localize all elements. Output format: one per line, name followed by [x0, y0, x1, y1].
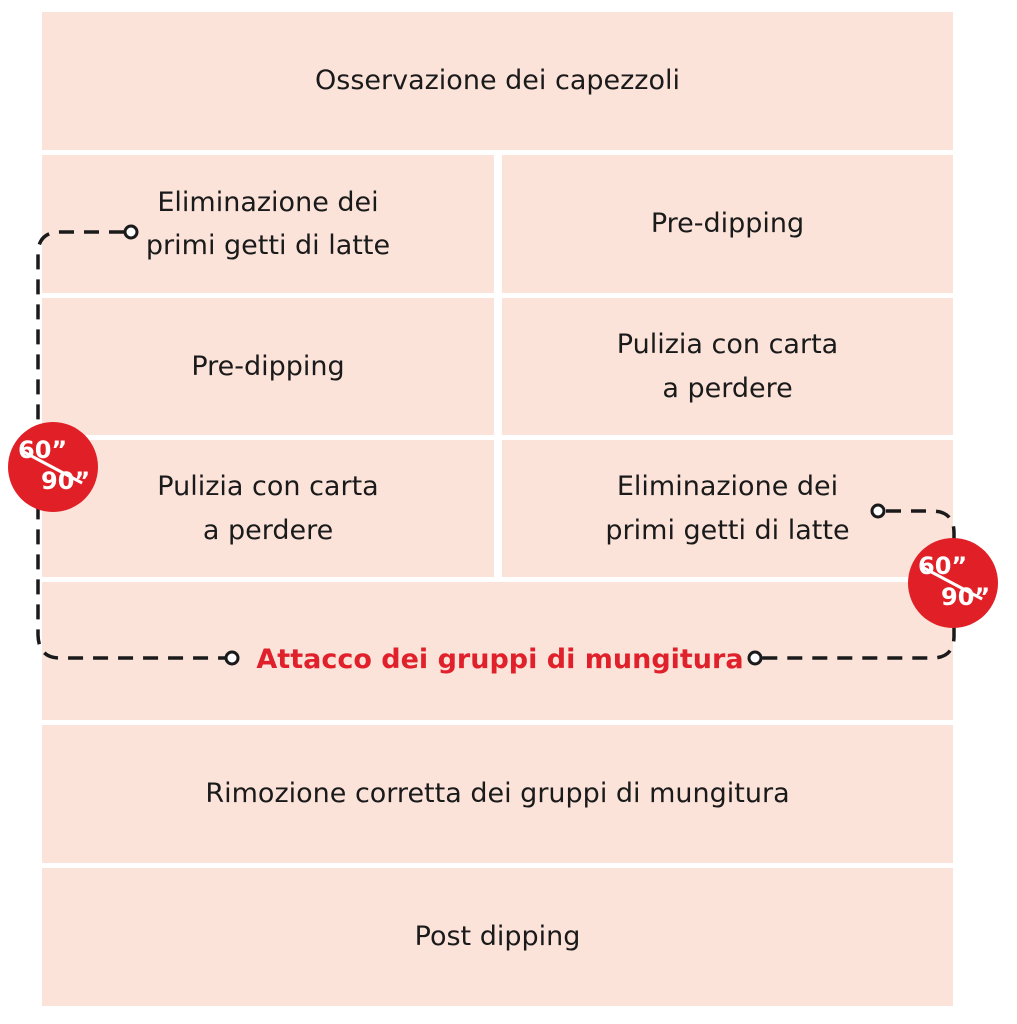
- step-right-row3-line2: primi getti di latte: [605, 514, 850, 546]
- step-left-row3-line2: a perdere: [202, 514, 334, 546]
- step-left-row1-line1: Eliminazione dei: [157, 186, 379, 218]
- step-left-row3-line1: Pulizia con carta: [157, 471, 379, 503]
- timer-left-top: 60”: [18, 436, 68, 464]
- step-right-row1-line1: Pre-dipping: [650, 208, 805, 240]
- timer-left-bottom: 90”: [41, 467, 91, 495]
- step-right-row3-line1: Eliminazione dei: [616, 471, 839, 503]
- step-left-row1-line2: primi getti di latte: [145, 230, 391, 261]
- timer-badge-left: [8, 422, 98, 512]
- timer-badge-right: [908, 538, 998, 628]
- right-connector-start-dot: [872, 505, 884, 517]
- right-connector-end-dot: [749, 652, 761, 664]
- left-connector-end-dot: [226, 652, 238, 664]
- step-left-row2-line1: Pre-dipping: [191, 350, 345, 382]
- timer-right-bottom: 90”: [941, 583, 991, 611]
- step-right-row2-line2: a perdere: [662, 372, 793, 404]
- step-attach-label: Attacco dei gruppi di mungitura: [256, 643, 744, 675]
- timer-right-top: 60”: [918, 552, 968, 580]
- left-connector-start-dot: [125, 226, 137, 238]
- step-observation-label: Osservazione dei capezzoli: [315, 65, 680, 97]
- step-right-row2-line1: Pulizia con carta: [616, 329, 839, 361]
- step-removal-label: Rimozione corretta dei gruppi di mungitura: [205, 778, 790, 810]
- step-post-dipping-label: Post dipping: [414, 921, 581, 953]
